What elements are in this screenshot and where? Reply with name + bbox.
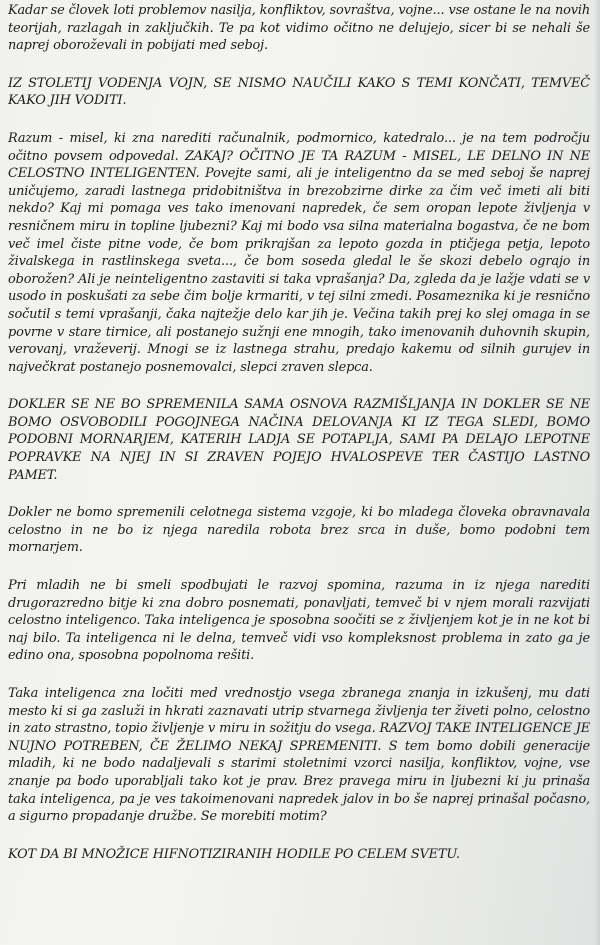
paragraph-5: Dokler ne bomo spremenili celotnega sistema vzgoje, ki bo mladega človeka obravnavala celostno in ne bo iz njega naredila robota brez srca in duše, bomo podobni tem mornarjem.: [8, 505, 590, 556]
paragraph-6: Pri mladih ne bi smeli spodbujati le razvoj spomina, razuma in iz njega narediti drugorazredno bitje ki zna dobro posnemati, ponavljati, temveč bi v njem morali razvijati celostno inteligenco. Taka inteligenca je sposobna soočiti se z življenjem kot je in ne kot bi naj bilo. Ta inteligenca ni le delna, temveč vidi vso kompleksnost problema in zato ga je edino ona, sposobna popolnoma rešiti.: [8, 578, 590, 664]
paragraph-4: DOKLER SE NE BO SPREMENILA SAMA OSNOVA RAZMIŠLJANJA IN DOKLER SE NE BOMO OSVOBODILI POGOJNEGA NAČINA DELOVANJA KI IZ TEGA SLEDI, BOMO PODOBNI MORNARJEM, KATERIH LADJA SE POTAPLJA, SAMI PA DELAJO LEPOTNE POPRAVKE NA NJEJ IN SI ZRAVEN POJEJO HVALOSPEVE TER ČASTIJO LASTNO PAMET.: [8, 397, 590, 483]
paragraph-1: Kadar se človek loti problemov nasilja, konfliktov, sovraštva, vojne... vse ostane le na novih teorijah, razlagah in zaključkih. Te pa kot vidimo očitno ne delujejo, sicer bi se nehali še naprej oboroževali in pobijati med seboj.: [8, 3, 590, 54]
paragraph-3: Razum - misel, ki zna narediti računalnik, podmornico, katedralo... je na tem področju očitno povsem odpovedal. ZAKAJ? OČITNO JE TA RAZUM - MISEL, LE DELNO IN NE CELOSTNO INTELIGENTEN. Povejte sami, ali je inteligentno da se med seboj še naprej uničujemo, zaradi lastnega pridobitništva in brezobzirne dirke za čim več imeti ali biti nekdo? Kaj mi pomaga ves tako imenovani napredek, če sem oropan lepote življenja v resničnem miru in topline ljubezni? Kaj mi bodo vsa silna materialna bogastva, če ne bom več imel čiste pitne vode, če bom prikrajšan za lepoto gozda in ptičjega petja, lepoto živalskega in rastlinskega sveta..., če bom soseda gledal le še skozi debelo ograjo in oborožen? Ali je neinteligentno zastaviti si taka vprašanja? Da, zgleda da je lažje vdati se v usodo in poskušati za sebe čim bolje krmariti, v tej silni zmedi. Posameznika ki je resnično sočutil s temi vprašanji, čaka najtežje delo kar jih je. Večina takih prej ko slej omaga in se povrne v stare tirnice, ali postanejo sužnji ene mnogih, tako imenovanih duhovnih skupin, verovanj, vraževerij. Mnogi se iz lastnega strahu, predajo kakemu od silnih gurujev in največkrat postanejo posnemovalci, slepci zraven slepca.: [8, 130, 590, 375]
document-page: [8, 2, 590, 883]
paragraph-8: KOT DA BI MNOŽICE HIFNOTIZIRANIH HODILE PO CELEM SVETU.: [8, 846, 460, 862]
page-edge-shadow: [594, 0, 600, 945]
paragraph-7: Taka inteligenca zna ločiti med vrednostjo vsega zbranega znanja in izkušenj, mu dati mesto ki si ga zasluži in hkrati zaznavati utrip stvarnega življenja ter živeti polno, celostno in zato strastno, topio življenje v miru in sožitju do vsega. RAZVOJ TAKE INTELIGENCE JE NUJNO POTREBEN, ČE ŽELIMO NEKAJ SPREMENITI. S tem bomo dobili generacije mladih, ki ne bodo nadaljevali s starimi stoletnimi vzorci nasilja, konfliktov, vojne, vse znanje pa bodo uporabljali tako kot je prav. Brez pravega miru in ljubezni ki ju prinaša taka inteligenca, pa je ves takoimenovani napredek jalov in bo še naprej prinašal počasno, a sigurno propadanje družbe. Se morebiti motim?: [8, 686, 590, 825]
paragraph-2: IZ STOLETIJ VODENJA VOJN, SE NISMO NAUČILI KAKO S TEMI KONČATI, TEMVEČ KAKO JIH VODITI.: [8, 75, 590, 109]
